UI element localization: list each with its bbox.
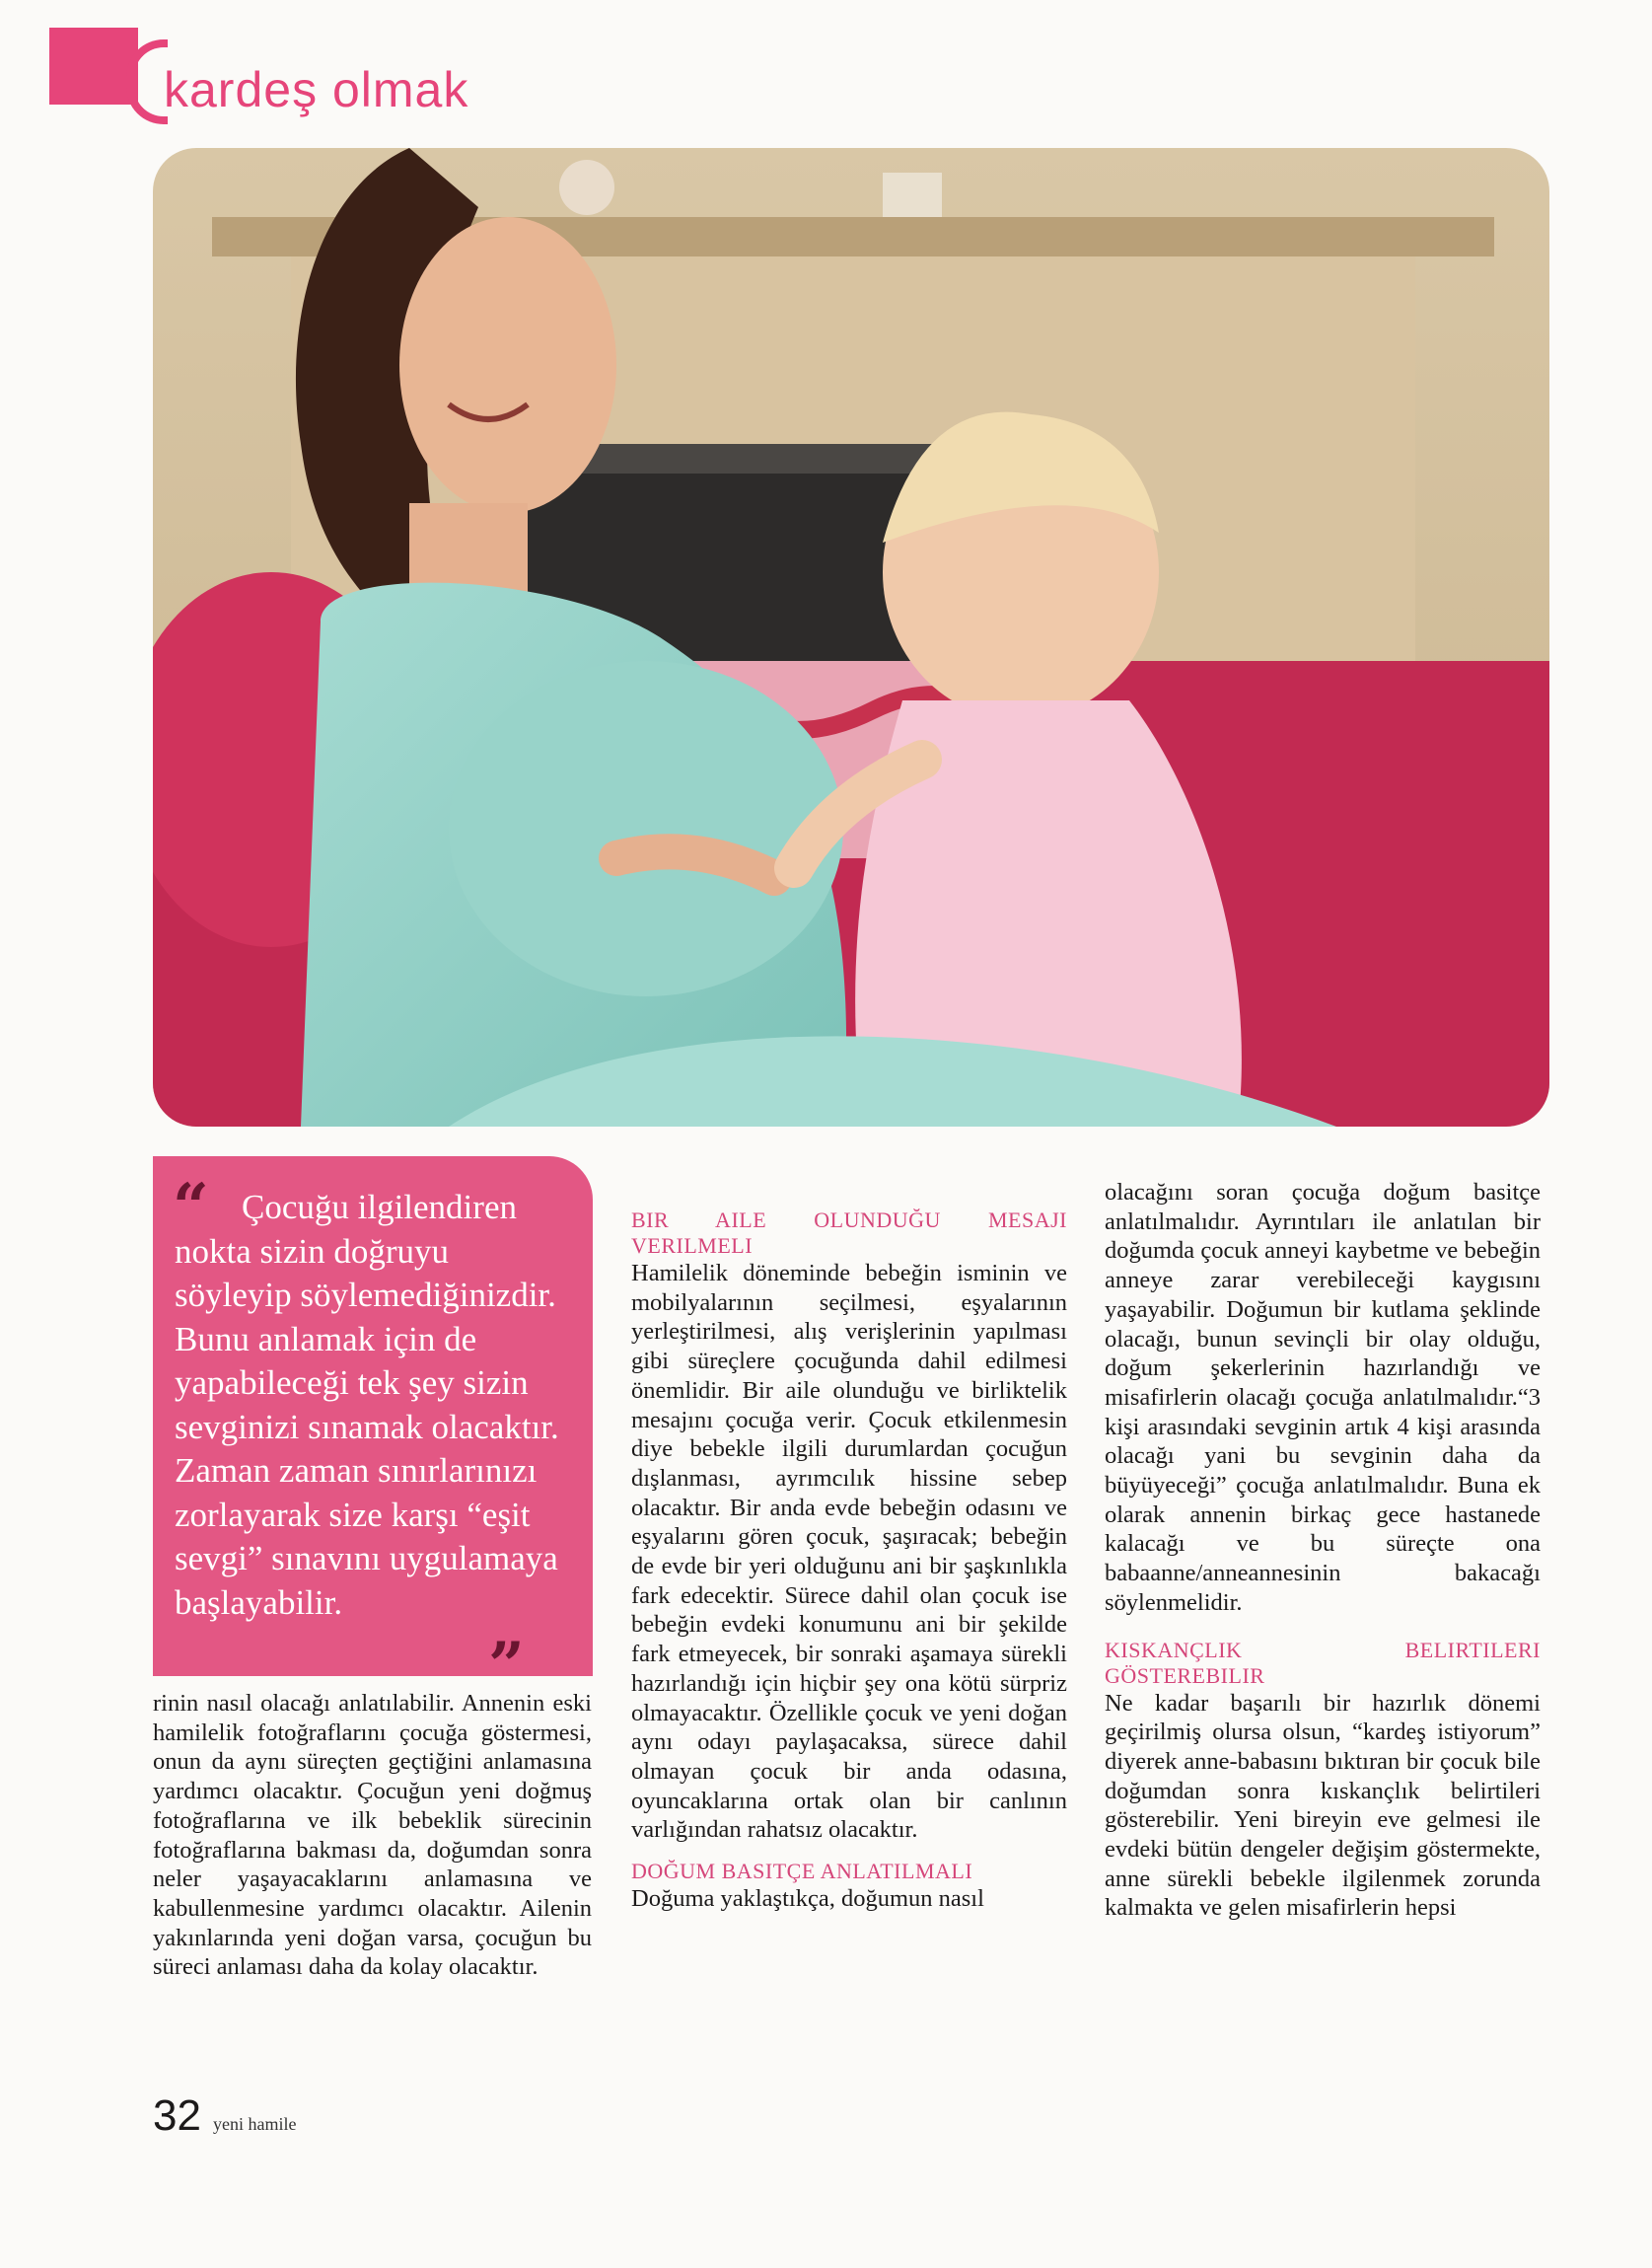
- pull-quote-text: Çocuğu ilgilendiren nokta sizin doğruyu söyleyip söylemediğinizdir. Bunu anlamak için de yapabileceği tek şey sizin sevginizi sınamak olacaktır. Zaman zaman sınırlarınızı zorlayarak size karşı “eşit sevgi” sınavını uygulamaya başlayabilir.: [175, 1188, 559, 1622]
- column-3: [1105, 1178, 1541, 1923]
- cover-photo: [153, 148, 1549, 1127]
- column-2-paragraph-2: Doğuma yaklaştıkça, doğumun nasıl: [631, 1885, 984, 1913]
- mantel-candle: [883, 173, 942, 217]
- close-quote-icon: ”: [488, 1629, 525, 1703]
- column-3-paragraph-2: Ne kadar başarılı bir hazırlık dönemi geçirilmiş olursa olsun, “kardeş istiyorum” diyerek anne-babasını bıktıran bir çocuk bile doğumdan sonra kıskançlık belirtileri gösterebilir. Yeni bireyin eve gelmesi ile evdeki bütün dengeler değişim göstermekte, anne sürekli bebekle ilgilenmek zorunda kalmakta ve gelen misafirlerin hepsi: [1105, 1689, 1541, 1922]
- heading-aile-mesaji: BIR AILE OLUNDUĞU MESAJI VERILMELI: [631, 1207, 1067, 1258]
- column-2: [631, 1207, 1067, 1914]
- mother-face: [399, 217, 616, 513]
- column-1: [153, 1689, 592, 1982]
- page-number: 32: [153, 2091, 201, 2140]
- section-title: kardeş olmak: [164, 62, 469, 117]
- magazine-name: yeni hamile: [213, 2114, 297, 2134]
- mantel-vase: [559, 160, 614, 215]
- section-color-block: [49, 28, 138, 105]
- pregnant-belly: [449, 661, 843, 996]
- column-1-paragraph: rinin nasıl olacağı anlatılabilir. Annenin eski hamilelik fotoğraflarını çocuğa göstermesi, onun da aynı süreçten geçtiğini anlamasına yardımcı olacaktır. Çocuğun yeni doğmuş fotoğraflarına ve ilk bebeklik sürecinin fotoğraflarına bakması da, doğumdan sonra neler yaşayacaklarını anlamasına ve kabullenmesine yardımcı olacaktır. Ailenin yakınlarında yeni doğan varsa, çocuğun bu süreci anlaması daha da kolay olacaktır.: [153, 1690, 592, 1981]
- column-3-paragraph-1: olacağını soran çocuğa doğum basitçe anlatılmalıdır. Ayrıntıları ile anlatılan bir doğumda çocuk anneyi kaybetme ve bebeğin anneye zarar verebileceği kaygısını yaşayabilir. Doğumun bir kutlama şeklinde olacağı, bunun sevinçli bir olay olduğu, doğum şekerlerinin hazırlandığı ve misafirlerin olacağı çocuğa anlatılmalıdır.“3 kişi arasındaki sevginin artık 4 kişi arasında olacağı yani bu sevginin daha da büyüyeceği” çocuğa anlatılmalıdır. Buna ek olarak annenin birkaç gece hastanede kalacağı ve bu süreçte ona babaanne/anneannesinin bakacağı söylenmelidir.: [1105, 1179, 1541, 1616]
- heading-dogum-basitce: DOĞUM BASITÇE ANLATILMALI: [631, 1859, 973, 1884]
- pull-quote-box: [153, 1156, 593, 1703]
- photo-illustration: [153, 148, 1549, 1127]
- heading-kiskanclik: KISKANÇLIK BELIRTILERI GÖSTEREBILIR: [1105, 1637, 1541, 1688]
- open-quote-icon: “: [173, 1170, 209, 1244]
- column-2-paragraph-1: Hamilelik döneminde bebeğin isminin ve mobilyalarının seçilmesi, eşyalarının yerleştirilmesi, alış verişlerinin yapılması gibi süreçlere çocuğunda dahil edilmesi önemlidir. Bir aile olunduğu ve birliktelik mesajını çocuğa verir. Çocuk etkilenmesin diye bebekle ilgili durumlardan çocuğun dışlanması, ayrımcılık hissine sebep olacaktır. Bir anda evde bebeğin odasını ve eşyalarını gören çocuk, şaşıracak; bebeğin de evde bir yeri olduğunu ani bir şaşkınlıkla fark edecektir. Sürece dahil olan çocuk ise bebeğin evdeki konumunu ani bir şekilde fark etmeyecek, bir sonraki aşamaya sürekli hazırlandığı için hiçbir şey ona kötü sürpriz olmayacaktır. Özellikle çocuk ve yeni doğan aynı odayı paylaşacaksa, sürece dahil olmayan çocuk bir anda odasına, oyuncaklarına ortak olan bir canlının varlığından rahatsız olacaktır.: [631, 1260, 1067, 1844]
